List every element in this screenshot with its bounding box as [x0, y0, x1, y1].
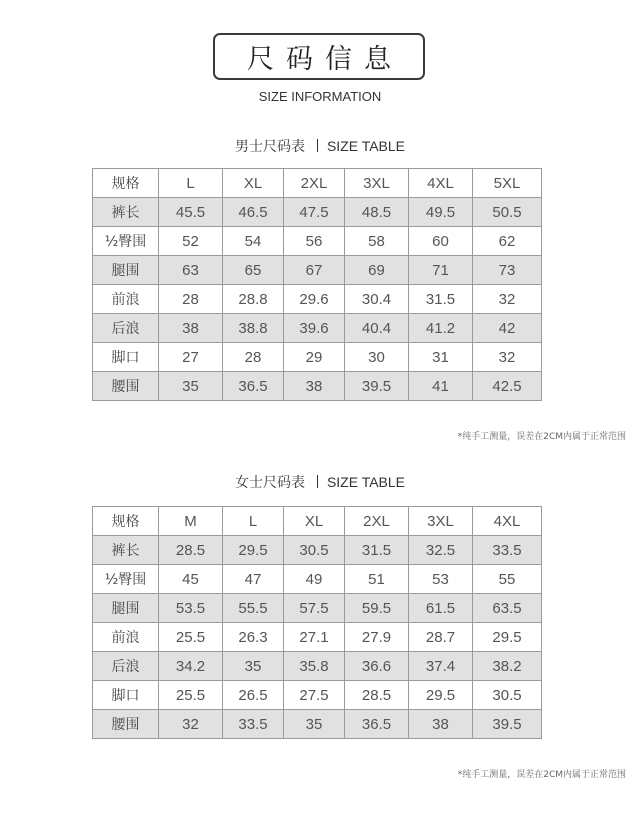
table-cell: 63.5	[473, 594, 542, 623]
women-measurement-note: *纯手工测量，误差在2CM内属于正常范围	[457, 770, 626, 780]
table-cell: 35.8	[284, 652, 345, 681]
column-header: 5XL	[473, 169, 542, 198]
header-subtitle: SIZE INFORMATION	[258, 89, 382, 104]
row-label: 后浪	[93, 314, 159, 343]
column-header: XL	[223, 169, 284, 198]
row-label: ½臀围	[93, 227, 159, 256]
table-cell: 49.5	[409, 198, 473, 227]
table-cell: 67	[284, 256, 345, 285]
column-header: 2XL	[345, 507, 409, 536]
table-cell: 27	[159, 343, 223, 372]
header-title: 尺码信息	[247, 44, 403, 75]
table-cell: 26.3	[223, 623, 284, 652]
table-row	[93, 372, 542, 401]
men-table-title	[0, 136, 640, 156]
table-cell: 38.2	[473, 652, 542, 681]
table-cell: 39.5	[473, 710, 542, 739]
table-cell: 25.5	[159, 681, 223, 710]
column-header: M	[159, 507, 223, 536]
table-cell: 29.5	[223, 536, 284, 565]
table-cell: 59.5	[345, 594, 409, 623]
column-header: XL	[284, 507, 345, 536]
table-cell: 47	[223, 565, 284, 594]
table-cell: 28	[223, 343, 284, 372]
table-cell: 30.5	[284, 536, 345, 565]
table-cell: 32	[473, 285, 542, 314]
table-cell: 52	[159, 227, 223, 256]
title-separator	[317, 475, 318, 488]
table-cell: 40.4	[345, 314, 409, 343]
table-cell: 32	[159, 710, 223, 739]
table-header-row	[93, 169, 542, 198]
row-label: 腿围	[93, 594, 159, 623]
table-cell: 29	[284, 343, 345, 372]
table-cell: 32.5	[409, 536, 473, 565]
row-label: 前浪	[93, 285, 159, 314]
table-cell: 29.5	[473, 623, 542, 652]
table-cell: 35	[284, 710, 345, 739]
table-cell: 41	[409, 372, 473, 401]
table-cell: 45	[159, 565, 223, 594]
table-cell: 27.9	[345, 623, 409, 652]
table-cell: 65	[223, 256, 284, 285]
table-cell: 26.5	[223, 681, 284, 710]
men-table-title-cn: 男士尺码表	[234, 139, 305, 155]
table-cell: 55.5	[223, 594, 284, 623]
row-label: 腰围	[93, 710, 159, 739]
table-row	[93, 565, 542, 594]
table-row	[93, 198, 542, 227]
table-cell: 45.5	[159, 198, 223, 227]
table-cell: 60	[409, 227, 473, 256]
men-size-table	[92, 168, 542, 401]
table-cell: 55	[473, 565, 542, 594]
table-cell: 28	[159, 285, 223, 314]
table-cell: 33.5	[473, 536, 542, 565]
table-cell: 29.5	[409, 681, 473, 710]
table-cell: 30	[345, 343, 409, 372]
table-cell: 53.5	[159, 594, 223, 623]
men-measurement-note: *纯手工测量，误差在2CM内属于正常范围	[457, 432, 626, 442]
table-cell: 36.6	[345, 652, 409, 681]
table-cell: 58	[345, 227, 409, 256]
table-cell: 31.5	[409, 285, 473, 314]
table-row	[93, 652, 542, 681]
table-row	[93, 227, 542, 256]
table-row	[93, 536, 542, 565]
table-cell: 35	[159, 372, 223, 401]
table-cell: 51	[345, 565, 409, 594]
table-cell: 53	[409, 565, 473, 594]
row-label: 腰围	[93, 372, 159, 401]
table-cell: 56	[284, 227, 345, 256]
table-row	[93, 285, 542, 314]
table-cell: 38	[159, 314, 223, 343]
table-cell: 62	[473, 227, 542, 256]
table-cell: 37.4	[409, 652, 473, 681]
table-cell: 31	[409, 343, 473, 372]
table-cell: 71	[409, 256, 473, 285]
table-cell: 38	[284, 372, 345, 401]
row-label: 后浪	[93, 652, 159, 681]
table-cell: 38.8	[223, 314, 284, 343]
table-row	[93, 594, 542, 623]
table-cell: 28.5	[159, 536, 223, 565]
table-cell: 39.6	[284, 314, 345, 343]
table-cell: 29.6	[284, 285, 345, 314]
header-title-box	[213, 33, 425, 80]
table-cell: 49	[284, 565, 345, 594]
table-cell: 61.5	[409, 594, 473, 623]
table-cell: 48.5	[345, 198, 409, 227]
table-cell: 39.5	[345, 372, 409, 401]
table-cell: 25.5	[159, 623, 223, 652]
table-cell: 54	[223, 227, 284, 256]
table-cell: 28.5	[345, 681, 409, 710]
table-row	[93, 343, 542, 372]
table-cell: 73	[473, 256, 542, 285]
table-row	[93, 710, 542, 739]
row-label: 裤长	[93, 198, 159, 227]
row-label: ½臀围	[93, 565, 159, 594]
table-cell: 35	[223, 652, 284, 681]
column-header: 2XL	[284, 169, 345, 198]
column-header: 规格	[93, 169, 159, 198]
table-cell: 34.2	[159, 652, 223, 681]
column-header: 4XL	[409, 169, 473, 198]
table-row	[93, 681, 542, 710]
row-label: 裤长	[93, 536, 159, 565]
table-cell: 41.2	[409, 314, 473, 343]
table-cell: 31.5	[345, 536, 409, 565]
table-cell: 30.4	[345, 285, 409, 314]
table-cell: 50.5	[473, 198, 542, 227]
table-cell: 38	[409, 710, 473, 739]
table-cell: 42	[473, 314, 542, 343]
table-cell: 27.5	[284, 681, 345, 710]
table-row	[93, 256, 542, 285]
women-size-table	[92, 506, 542, 739]
table-cell: 28.8	[223, 285, 284, 314]
row-label: 脚口	[93, 681, 159, 710]
table-cell: 27.1	[284, 623, 345, 652]
table-cell: 46.5	[223, 198, 284, 227]
table-cell: 47.5	[284, 198, 345, 227]
men-table-title-en: SIZE TABLE	[326, 138, 406, 154]
table-header-row	[93, 507, 542, 536]
column-header: L	[159, 169, 223, 198]
title-separator	[317, 139, 318, 152]
women-table-title-en: SIZE TABLE	[326, 474, 406, 490]
table-cell: 36.5	[345, 710, 409, 739]
table-cell: 36.5	[223, 372, 284, 401]
table-cell: 69	[345, 256, 409, 285]
column-header: L	[223, 507, 284, 536]
row-label: 腿围	[93, 256, 159, 285]
column-header: 规格	[93, 507, 159, 536]
table-row	[93, 314, 542, 343]
table-cell: 42.5	[473, 372, 542, 401]
table-cell: 57.5	[284, 594, 345, 623]
table-cell: 33.5	[223, 710, 284, 739]
row-label: 前浪	[93, 623, 159, 652]
table-row	[93, 623, 542, 652]
women-table-title-cn: 女士尺码表	[234, 475, 305, 491]
column-header: 3XL	[345, 169, 409, 198]
table-cell: 63	[159, 256, 223, 285]
row-label: 脚口	[93, 343, 159, 372]
table-cell: 30.5	[473, 681, 542, 710]
women-table-title	[0, 472, 640, 492]
table-cell: 28.7	[409, 623, 473, 652]
table-cell: 32	[473, 343, 542, 372]
column-header: 4XL	[473, 507, 542, 536]
column-header: 3XL	[409, 507, 473, 536]
